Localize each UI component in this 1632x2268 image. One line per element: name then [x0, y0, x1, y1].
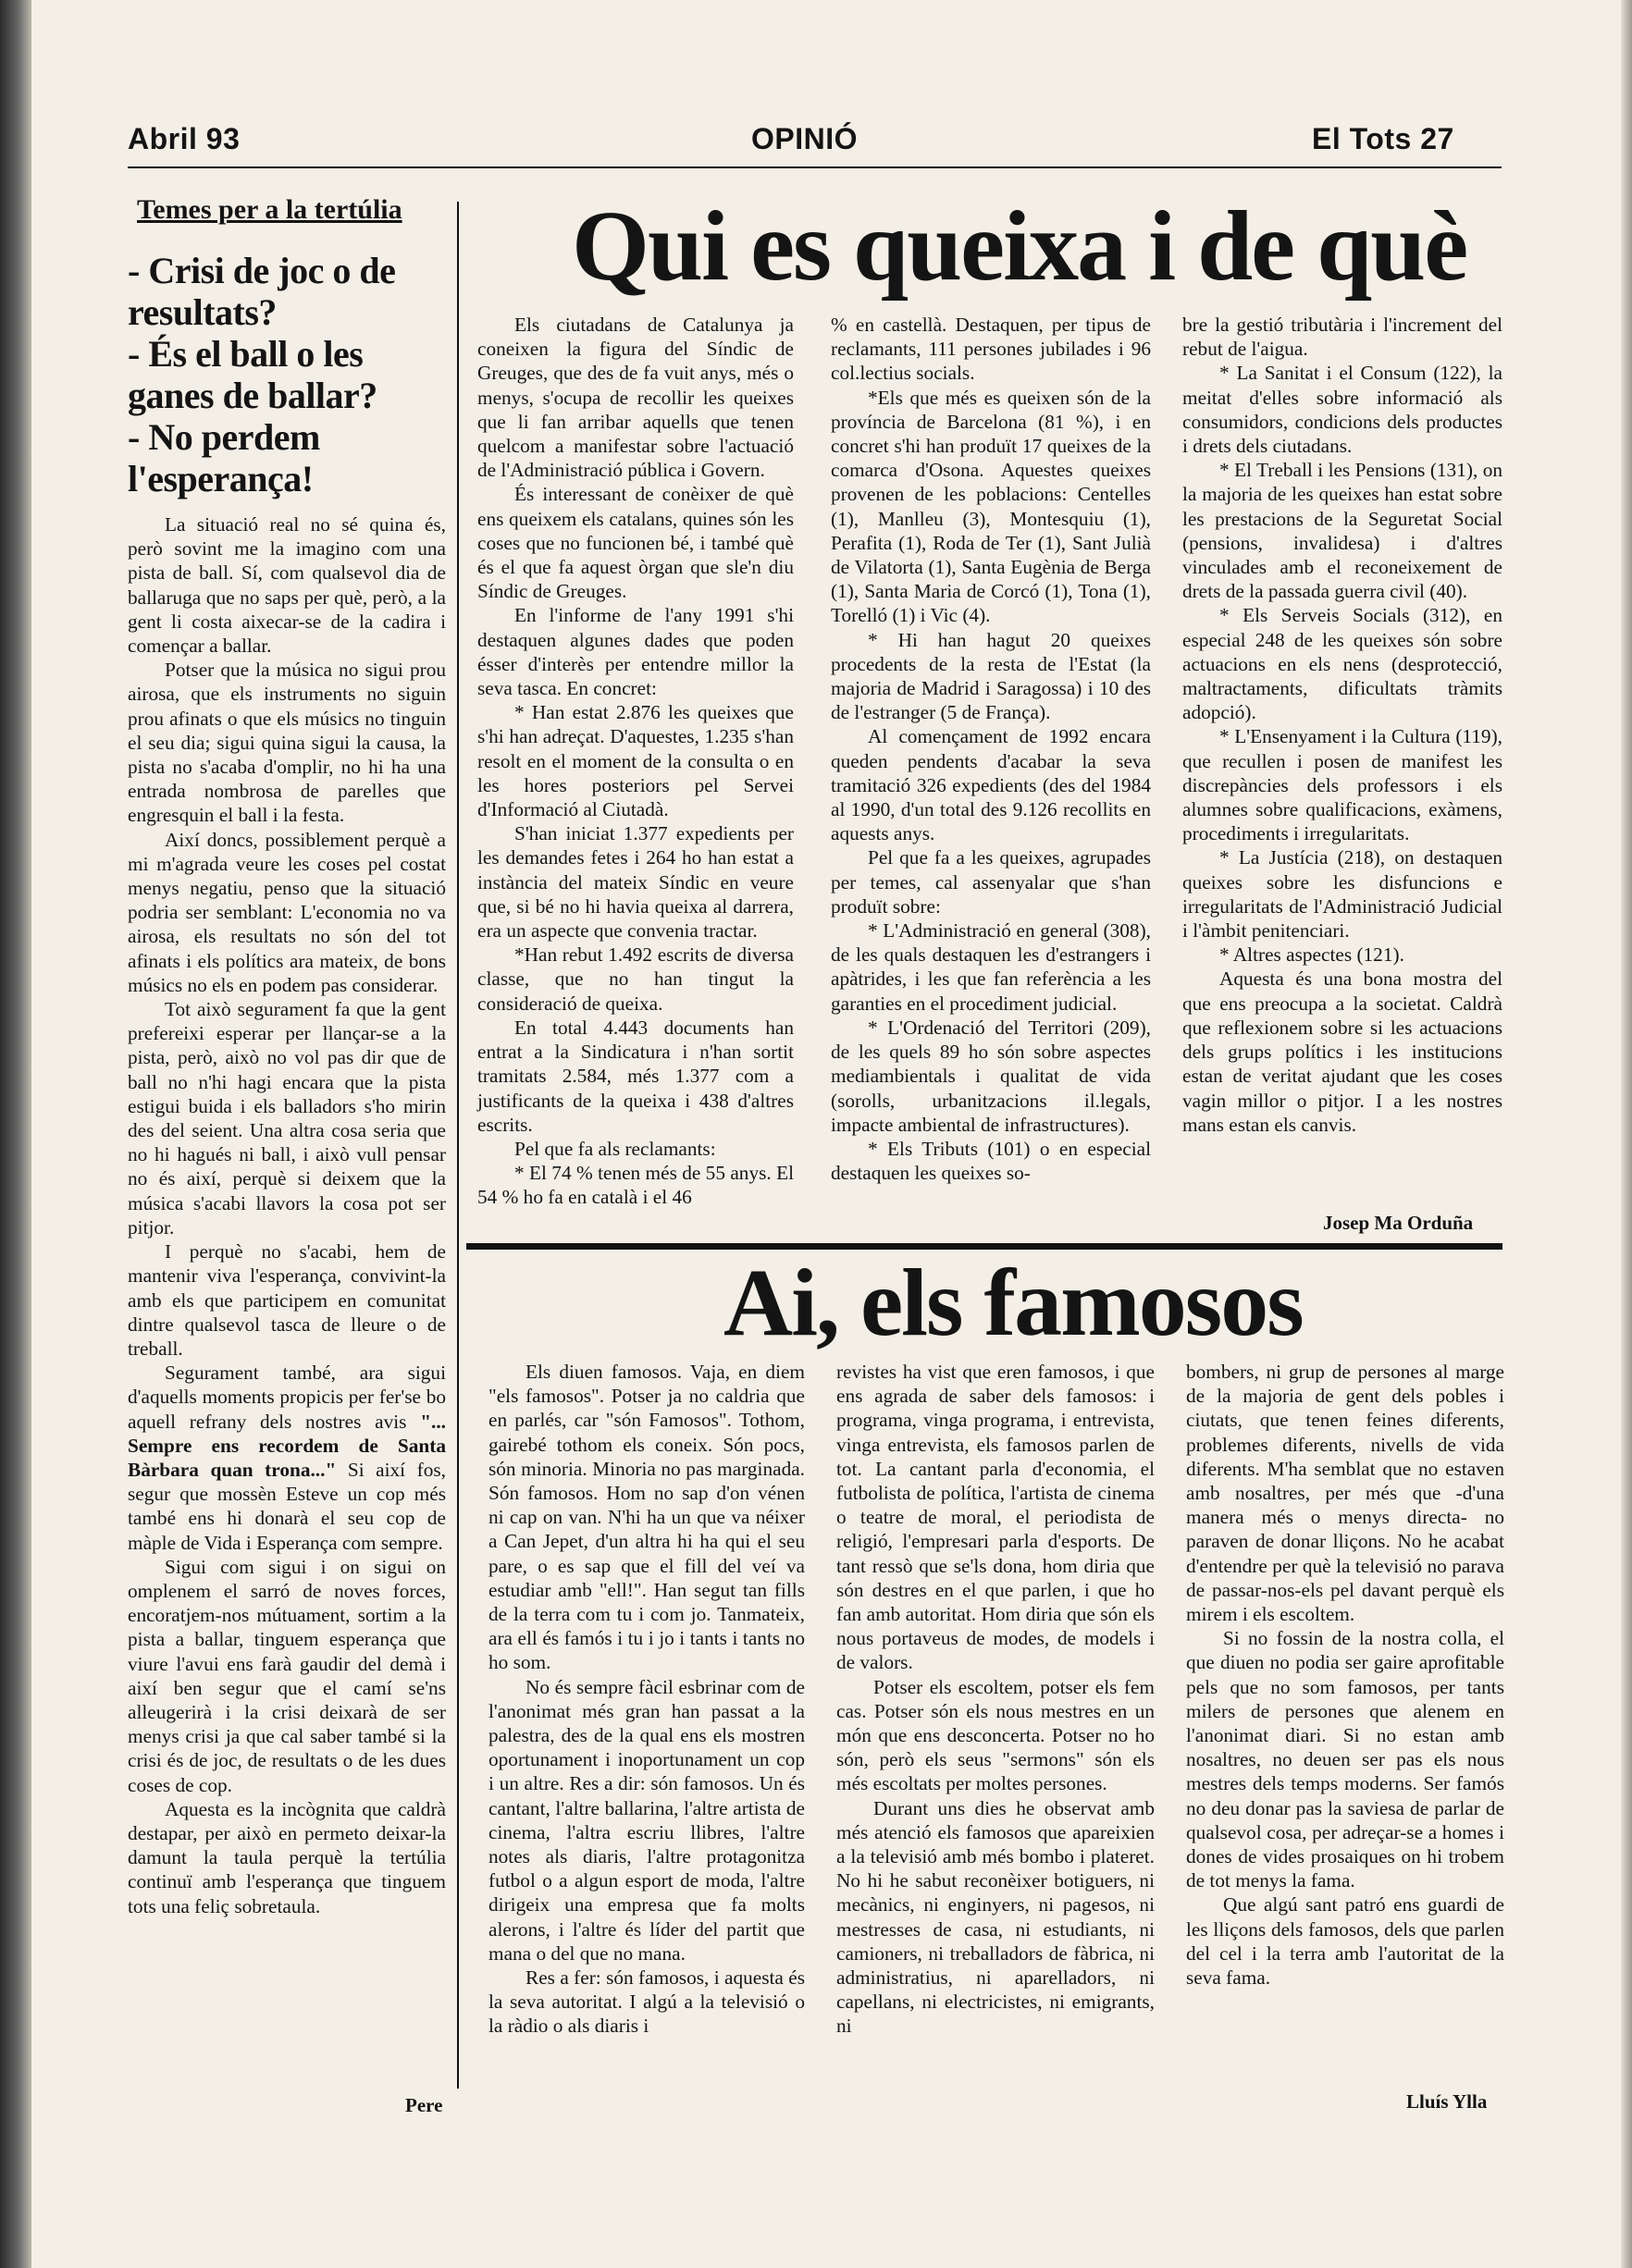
article2-column-2	[836, 1360, 1155, 2039]
paragraph: Pel que fa als reclamants:	[514, 1137, 716, 1160]
paragraph: * L'Ordenació del Territori (209), de les quels 89 ho són sobre aspectes mediambientals i qualitat de vida (sorolls, urbanitzacions il.legals, impacte ambiental de infrastructures).	[831, 1016, 1151, 1136]
lead-line: - És el ball o les ganes de ballar?	[128, 333, 377, 416]
paragraph: * La Justícia (218), on destaquen queixes sobre les disfuncions e irregularitats de l'Administració Judicial i l'àmbit penitenciari.	[1182, 846, 1502, 943]
sidebar-body	[128, 512, 446, 1918]
paragraph: Els ciutadans de Catalunya ja coneixen la figura del Síndic de Greuges, que des de fa vuit anys, més o menys, s'ocupa de recollir les queixes que li fan arribar aquells que tenen quelcom a manifestar sobre l'actuació de l'Administració pública i Govern.	[477, 314, 794, 482]
paragraph: En l'informe de l'any 1991 s'hi destaquen algunes dades que poden ésser d'interès per entendre millor la seva tasca. En concret:	[477, 604, 794, 700]
paragraph: * Altres aspectes (121).	[1219, 943, 1404, 967]
publication-page-number: El Tots 27	[1312, 122, 1454, 155]
paragraph: Tot això segurament fa que la gent prefereixi esperar per llançar-se a la pista, però, això no vol pas dir que de ball no n'hi hagi encara que la pista estigui buida i els balladors s'ho mirin des del seient. Una altra cosa seria que no hi hagués ni ball, i això vull pensar no és així, perquè si deixem que la música s'acabi llavors la cosa pot ser pitjor.	[128, 998, 446, 1239]
paragraph: En total 4.443 documents han entrat a la Sindicatura i n'han sortit tramitats 2.584, més 1.377 com a justificants de la queixa i 438 d'altres escrits.	[477, 1016, 794, 1136]
paragraph: * L'Administració en general (308), de les quals destaquen les d'estrangers i apàtrides, i les que fan referència a les garanties en el procediment judicial.	[831, 919, 1151, 1015]
paragraph: * La Sanitat i el Consum (122), la meitat d'elles sobre informació als consumidors, condicions dels productes i drets dels ciutadans.	[1182, 362, 1502, 458]
paragraph: * Hi han hagut 20 queixes procedents de la resta de l'Estat (la majoria de Madrid i Saragossa) i 10 des de l'estranger (5 de França).	[831, 628, 1151, 724]
paragraph: Durant uns dies he observat amb més atenció els famosos que apareixien a la televisió amb més bombo i plateret. No hi he sabut reconèixer botiguers, ni mecànics, ni enginyers, ni pagesos, ni mestresses de casa, ni estudiants, ni camioners, ni treballadors de fàbrica, ni administratius, ni aparelladors, ni capellans, ni electricistes, ni emigrants, ni	[836, 1796, 1155, 2038]
article2-column-1	[488, 1360, 805, 2039]
paragraph-text: Si així fos, segur que mossèn Esteve un cop més també ens hi donarà el seu cop de màple de Vida i Esperança com sempre.	[128, 1458, 447, 1554]
paragraph: bre la gestió tributària i l'increment del rebut de l'aigua.	[1182, 314, 1502, 361]
article-separator	[466, 1243, 1502, 1250]
paragraph: Així doncs, possiblement perquè a mi m'agrada veure les coses pel costat menys negatiu, penso que la situació podria ser semblant: L'economia no va airosa, els resultats no són del tot afinats i els polítics ara mateix, de bons músics no els en podem pas considerar.	[128, 828, 446, 996]
paragraph: Potser els escoltem, potser els fem cas. Potser són els nous mestres en un món que ens desconcerta. Potser no ho són, però els seus "sermons" són els més escoltats per moltes persones.	[836, 1675, 1155, 1795]
paragraph: Que algú sant patró ens guardi de les lliçons dels famosos, dels que parlen del cel i la terra amb l'autoritat de la seva fama.	[1186, 1893, 1504, 1990]
article2-signature: Lluís Ylla	[1406, 2090, 1488, 2113]
article1-column-1	[477, 313, 794, 1210]
paragraph: Res a fer: són famosos, i aquesta és la seva autoritat. I algú a la televisió o la ràdio o als diaris i	[488, 1966, 805, 2038]
paragraph: * Els Tributs (101) o en especial destaquen les queixes so-	[831, 1137, 1151, 1185]
paragraph: bombers, ni grup de persones al marge de la majoria de gent dels pobles i ciutats, que tenen feines diferents, problemes diferents, nivells de vida diferents. M'ha semblat que no estaven amb nosaltres, per més que -d'una manera més o menys directa- no paraven de donar lliçons. No he acabat d'entendre per què la televisió no parava de passar-nos-els pel davant perquè els mirem i els escoltem.	[1186, 1361, 1504, 1626]
header-rule	[128, 166, 1502, 168]
paragraph: * El Treball i les Pensions (131), on la majoria de les queixes han estat sobre les prestacions de la Seguretat Social (pensions, invalidesa) i d'altres vinculades amb el reconeixement de drets de la passada guerra civil (40).	[1182, 459, 1502, 603]
paragraph: Aquesta es la incògnita que caldrà destapar, per això en permeto deixar-la damunt la taula perquè la tertúlia continuï amb l'esperança que tinguem tots una feliç sobretaula.	[128, 1797, 446, 1917]
article1-headline: Qui es queixa i de què	[572, 191, 1467, 302]
page-edge	[1621, 0, 1632, 2268]
section-title: OPINIÓ	[751, 122, 859, 155]
sidebar-lead	[128, 250, 442, 499]
paragraph: Al començament de 1992 encara queden pendents d'acabar la seva tramitació 326 expedients (des del 1984 al 1990, d'un total des 9.126 recollits en aquests anys.	[831, 725, 1151, 845]
sidebar-divider	[457, 202, 459, 2089]
paragraph: S'han iniciat 1.377 expedients per les demandes fetes i 264 ho han estat a instància del mateix Síndic en veure que, si bé no hi havia queixa al darrera, era un aspecte que convenia tractar.	[477, 822, 794, 943]
lead-line: - No perdem l'esperança!	[128, 416, 320, 499]
paragraph: * Els Serveis Socials (312), en especial 248 de les queixes són sobre actuacions en els nens (desprotecció, maltractaments, dificultats tràmits adopció).	[1182, 604, 1502, 724]
paragraph: * El 74 % tenen més de 55 anys. El 54 % ho fa en català i el 46	[477, 1162, 794, 1209]
paragraph-refrany	[128, 1361, 446, 1555]
paragraph-text: Segurament també, ara sigui d'aquells moments propicis per fer'se bo aquell refrany dels nostres avis	[128, 1362, 446, 1433]
article2-column-3	[1186, 1360, 1504, 1990]
paragraph: Si no fossin de la nostra colla, el que diuen no podia ser gaire aprofitable pels que no som famosos, per tants milers de persones que alenem en l'anonimat diari. Si no estan amb nosaltres, no deuen ser pas els nous mestres dels temps moderns. Ser famós no deu donar pas la saviesa de parlar de qualsevol cosa, per adreçar-se a homes i dones de vides prosaiques on hi trobem de tot menys la fama.	[1186, 1627, 1504, 1892]
paragraph: Potser que la música no sigui prou airosa, que els instruments no siguin prou afinats o que els músics no tinguin el seu dia; sigui quina sigui la causa, la pista no s'acaba d'omplir, no hi ha una entrada nombrosa de parelles que engresquin el ball i la festa.	[128, 659, 446, 827]
article1-column-2	[831, 313, 1151, 1185]
paragraph: Pel que fa a les queixes, agrupades per temes, cal assenyalar que s'han produït sobre:	[831, 846, 1151, 918]
paragraph: No és sempre fàcil esbrinar com de l'anonimat més gran han passat a la palestra, des de la qual ens els mostren oportunament i inoportunament un cop i un altre. Res a dir: són famosos. Un és cantant, l'altre ballarina, l'altre artista de cinema, l'altra escriu llibres, l'altre notes als diaris, l'altre protagonitza futbol o a algun esport de moda, l'altre dirigeix una empresa que fa molts alerons, i l'altre és líder del partit que mana o del que no mana.	[488, 1675, 805, 1965]
paragraph: *Han rebut 1.492 escrits de diversa classe, que no han tingut la consideració de queixa.	[477, 943, 794, 1015]
refrany-quote: "... Sempre ens recordem de Santa Bàrbara quan trona..."	[128, 1410, 446, 1481]
paragraph: *Els que més es queixen són de la província de Barcelona (81 %), i en concret s'hi han produït 17 queixes de la comarca d'Osona. Aquestes queixes provenen de les poblacions: Centelles (1), Manlleu (3), Montesquiu (1), Perafita (1), Roda de Ter (1), Sant Julià de Vilatorta (1), Santa Eugènia de Berga (1), Santa Maria de Corcó (1), Tona (1), Torelló (1) i Vic (4).	[831, 386, 1151, 627]
paragraph: % en castellà. Destaquen, per tipus de reclamants, 111 persones jubilades i 96 col.lectius socials.	[831, 314, 1151, 385]
paragraph: Els diuen famosos. Vaja, en diem "els famosos". Potser ja no caldria que en parlés, car "són Famosos". Tothom, gairebé tothom els coneix. Són pocs, són minoria. Minoria no pas marginada. Són famosos. Hom no sap d'on vénen ni cap on van. N'hi ha un que va néixer a Can Jepet, d'un altra hi ha qui el seu pare, o es sap que el fill del veí va estudiar amb "ell!". Han segut tan fills de la terra com tu i com jo. Tanmateix, ara ell és famós i tu i jo i tants i tants no ho som.	[488, 1361, 805, 1674]
sidebar-kicker: Temes per a la tertúlia	[137, 194, 402, 225]
article1-column-3	[1182, 313, 1502, 1137]
paragraph: Aquesta és una bona mostra del que ens preocupa a la societat. Caldrà que reflexionem sobre si les actuacions dels grups polítics i les institucions estan de veritat ajudant que les coses vagin millor o pitjor. I a les nostres mans estan els canvis.	[1182, 968, 1502, 1136]
paragraph: revistes ha vist que eren famosos, i que ens agrada de saber dels famosos: i programa, vinga programa, i entrevista, vinga entrevista, els famosos parlen de tot. La cantant parla d'economia, el futbolista de política, l'artista de cinema o teatre de moral, el periodista de religió, l'empresari parla d'esports. De tant ressò que se'ls dona, hom diria que són destres en el que parlen, i que ho fan amb autoritat. Hom diria que són els nous portaveus de modes, de models i de valors.	[836, 1361, 1155, 1674]
article1-signature: Josep Ma Orduña	[1323, 1212, 1474, 1234]
issue-date: Abril 93	[128, 122, 241, 155]
article2-headline: Ai, els famosos	[723, 1250, 1303, 1356]
sidebar-signature: Pere	[405, 2094, 443, 2116]
page-binding-shadow	[0, 0, 31, 2268]
lead-line: - Crisi de joc o de resultats?	[128, 250, 396, 333]
paragraph: Sigui com sigui i on sigui on omplenem el sarró de noves forces, encoratjem-nos mútuament, sortim a la pista a ballar, tinguem esperança que viure l'avui ens farà gaudir del demà i així ben segur que el camí se'ns alleugerirà i la crisi deixarà de ser menys crisi ja que cal saber també si la crisi és de joc, de resultats o de les dues coses de cop.	[128, 1555, 446, 1796]
paragraph: És interessant de conèixer de què ens queixem els catalans, quines són les coses que no funcionen bé, i també què és el que fa aquest òrgan que sle'n diu Síndic de Greuges.	[477, 483, 794, 603]
paragraph: * Han estat 2.876 les queixes que s'hi han adreçat. D'aquestes, 1.235 s'han resolt en el moment de la consulta o en les hores posteriors pel Servei d'Informació al Ciutadà.	[477, 701, 794, 821]
paragraph: * L'Ensenyament i la Cultura (119), que recullen i posen de manifest les discrepàncies dels professors i els alumnes sobre qualificacions, exàmens, procediments i irregularitats.	[1182, 725, 1502, 845]
paragraph: La situació real no sé quina és, però sovint me la imagino com una pista de ball. Sí, com qualsevol dia de ballaruga que no saps per què, però, a la gent li costa aixecar-se de la cadira i començar a ballar.	[128, 513, 446, 658]
paragraph: I perquè no s'acabi, hem de mantenir viva l'esperança, convivint-la amb els que participem en comunitat dintre qualsevol tasca de lleure o de treball.	[128, 1240, 446, 1360]
